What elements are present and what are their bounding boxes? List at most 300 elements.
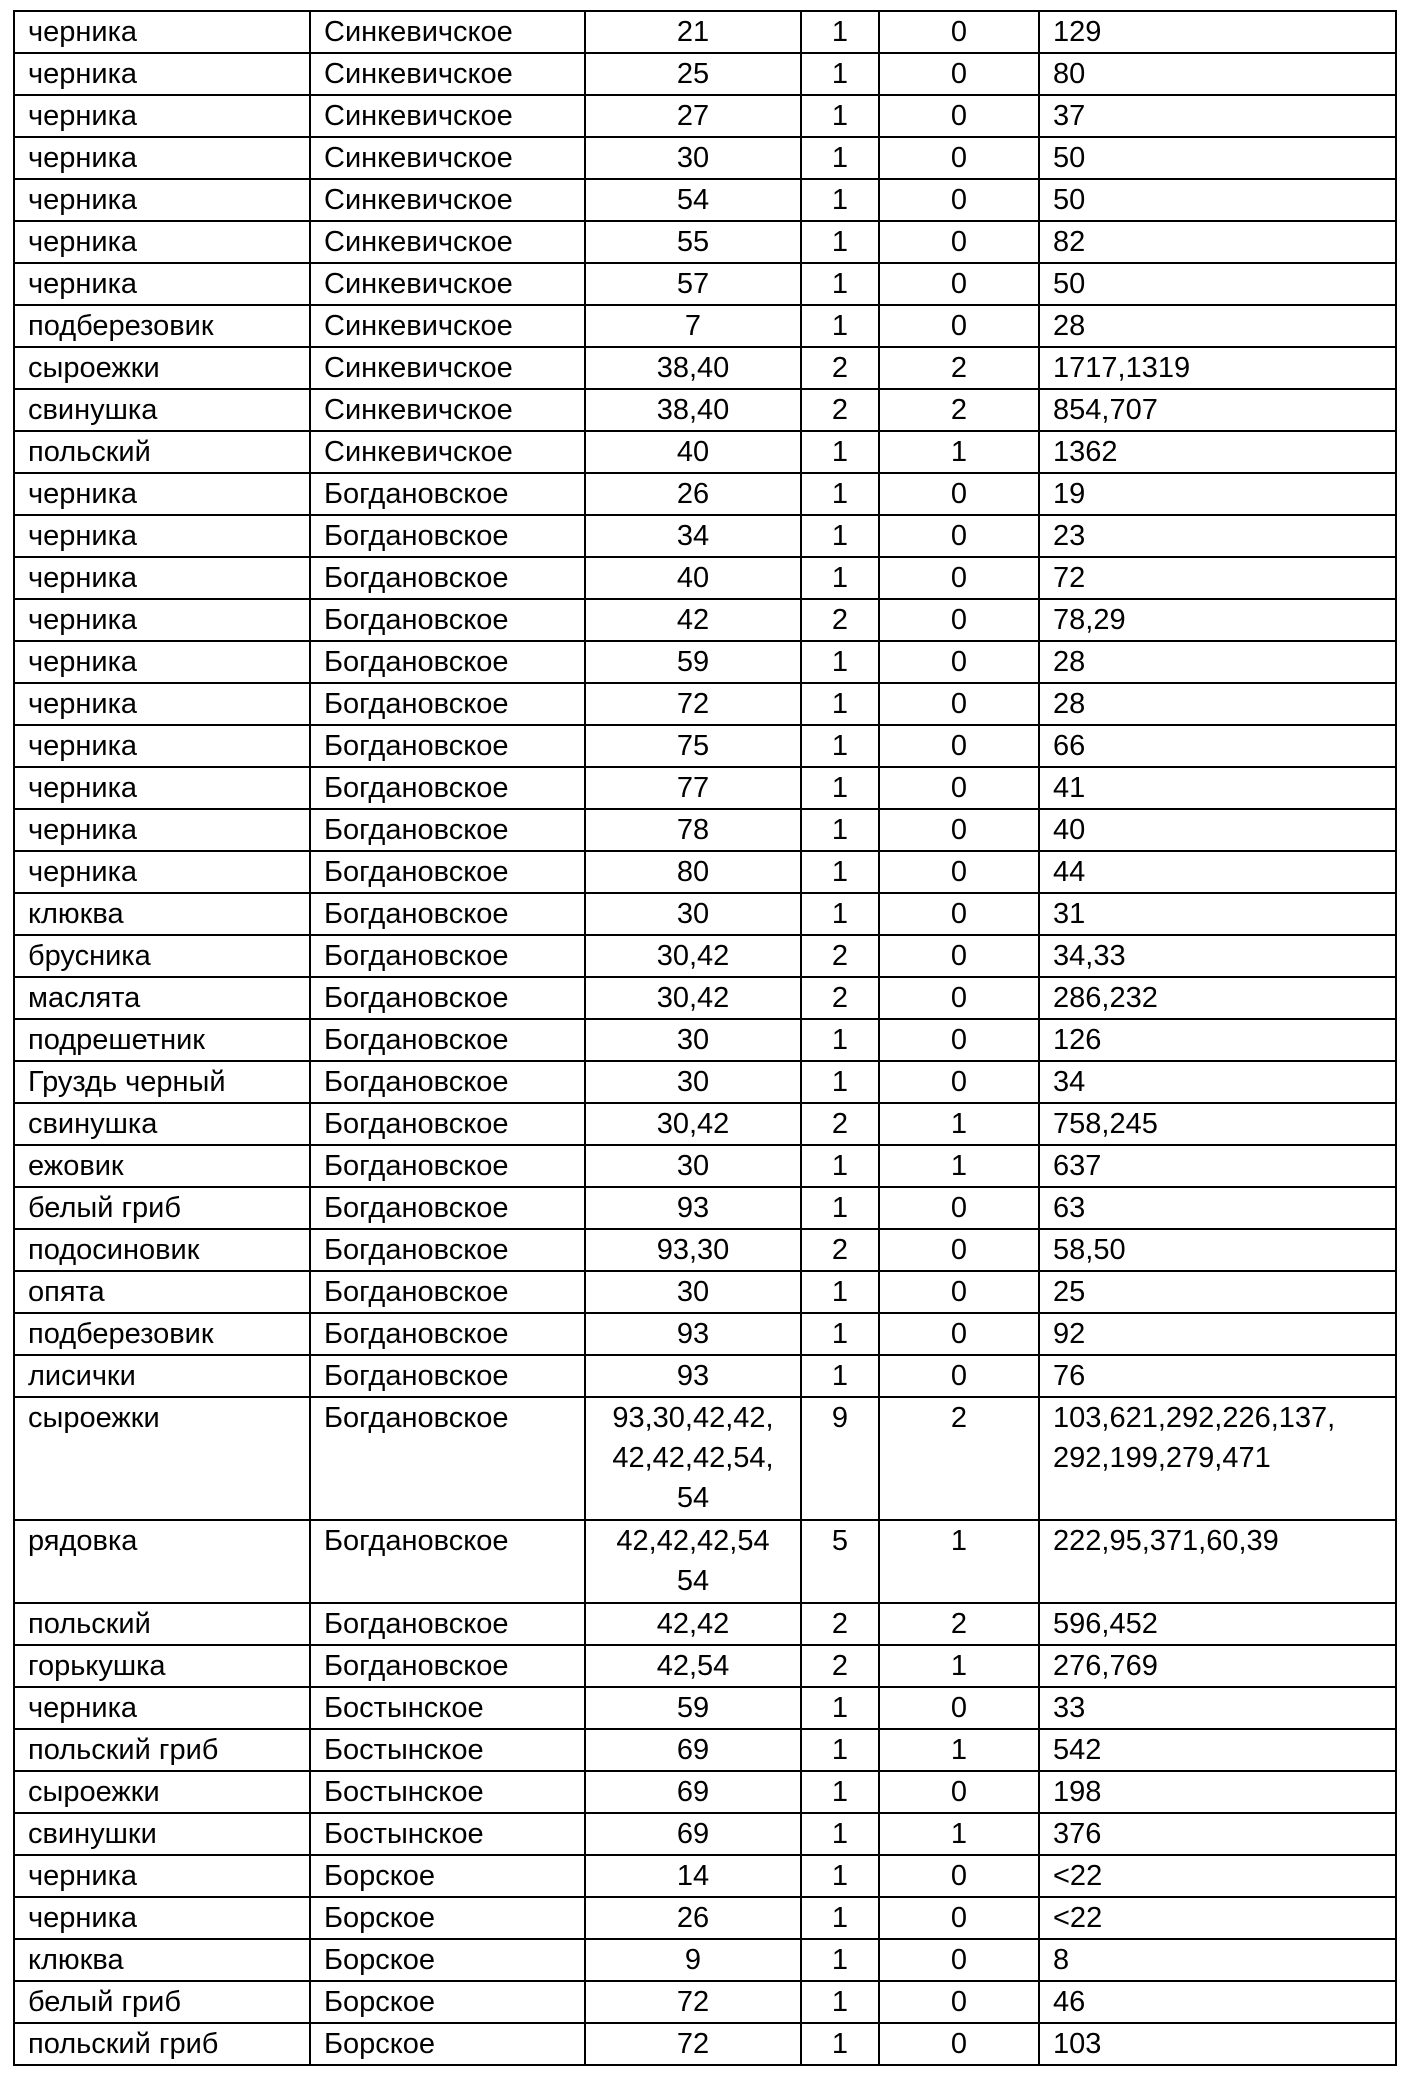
site-cell: 30,42 — [585, 935, 801, 977]
exceed-cell: 0 — [879, 1939, 1039, 1981]
count-cell: 1 — [801, 893, 879, 935]
count-cell: 1 — [801, 53, 879, 95]
species-cell: рядовка — [14, 1520, 310, 1603]
activity-cell: 222,95,371,60,39 — [1039, 1520, 1396, 1603]
exceed-cell: 0 — [879, 53, 1039, 95]
count-cell: 1 — [801, 221, 879, 263]
district-cell: Богдановское — [310, 977, 585, 1019]
table-row — [14, 11, 1396, 53]
site-cell: 30,42 — [585, 1103, 801, 1145]
activity-cell: 50 — [1039, 263, 1396, 305]
activity-cell: 41 — [1039, 767, 1396, 809]
exceed-cell: 0 — [879, 1981, 1039, 2023]
count-cell: 1 — [801, 683, 879, 725]
activity-cell: 34 — [1039, 1061, 1396, 1103]
species-cell: черника — [14, 515, 310, 557]
district-cell: Борское — [310, 1981, 585, 2023]
site-cell: 93,30 — [585, 1229, 801, 1271]
district-cell: Богдановское — [310, 641, 585, 683]
site-cell: 57 — [585, 263, 801, 305]
table-row — [14, 347, 1396, 389]
activity-cell: 31 — [1039, 893, 1396, 935]
district-cell: Синкевичское — [310, 137, 585, 179]
table-row — [14, 1061, 1396, 1103]
table-row — [14, 1103, 1396, 1145]
activity-cell: 376 — [1039, 1813, 1396, 1855]
species-cell: лисички — [14, 1355, 310, 1397]
district-cell: Богдановское — [310, 725, 585, 767]
exceed-cell: 0 — [879, 263, 1039, 305]
activity-cell: 126 — [1039, 1019, 1396, 1061]
site-cell: 30 — [585, 1145, 801, 1187]
site-cell: 69 — [585, 1813, 801, 1855]
count-cell: 2 — [801, 1645, 879, 1687]
site-cell: 69 — [585, 1771, 801, 1813]
count-cell: 1 — [801, 137, 879, 179]
activity-cell: 596,452 — [1039, 1603, 1396, 1645]
activity-cell: 34,33 — [1039, 935, 1396, 977]
exceed-cell: 0 — [879, 1771, 1039, 1813]
activity-cell: 46 — [1039, 1981, 1396, 2023]
district-cell: Богдановское — [310, 1603, 585, 1645]
count-cell: 1 — [801, 263, 879, 305]
site-cell: 78 — [585, 809, 801, 851]
activity-cell: 78,29 — [1039, 599, 1396, 641]
species-cell: Груздь черный — [14, 1061, 310, 1103]
species-cell: опята — [14, 1271, 310, 1313]
activity-cell: 103,621,292,226,137, 292,199,279,471 — [1039, 1397, 1396, 1520]
activity-cell: 28 — [1039, 305, 1396, 347]
table-row — [14, 935, 1396, 977]
district-cell: Борское — [310, 1855, 585, 1897]
species-cell: сыроежки — [14, 1397, 310, 1520]
exceed-cell: 0 — [879, 1271, 1039, 1313]
district-cell: Богдановское — [310, 557, 585, 599]
count-cell: 9 — [801, 1397, 879, 1520]
exceed-cell: 0 — [879, 95, 1039, 137]
district-cell: Богдановское — [310, 1397, 585, 1520]
district-cell: Борское — [310, 1939, 585, 1981]
site-cell: 77 — [585, 767, 801, 809]
count-cell: 2 — [801, 977, 879, 1019]
species-cell: свинушки — [14, 1813, 310, 1855]
species-cell: черника — [14, 1897, 310, 1939]
site-cell: 54 — [585, 179, 801, 221]
site-cell: 38,40 — [585, 389, 801, 431]
species-cell: черника — [14, 53, 310, 95]
table-row — [14, 851, 1396, 893]
activity-cell: <22 — [1039, 1855, 1396, 1897]
activity-cell: 276,769 — [1039, 1645, 1396, 1687]
site-cell: 30 — [585, 893, 801, 935]
species-cell: брусника — [14, 935, 310, 977]
site-cell: 42,42,42,54 54 — [585, 1520, 801, 1603]
table-row — [14, 809, 1396, 851]
exceed-cell: 2 — [879, 1397, 1039, 1520]
exceed-cell: 0 — [879, 473, 1039, 515]
activity-cell: 33 — [1039, 1687, 1396, 1729]
species-cell: свинушка — [14, 389, 310, 431]
species-cell: польский — [14, 431, 310, 473]
table-row — [14, 389, 1396, 431]
table-row — [14, 599, 1396, 641]
count-cell: 1 — [801, 641, 879, 683]
district-cell: Богдановское — [310, 1145, 585, 1187]
table-row — [14, 1187, 1396, 1229]
district-cell: Богдановское — [310, 1645, 585, 1687]
table-row — [14, 893, 1396, 935]
exceed-cell: 1 — [879, 1103, 1039, 1145]
table-row — [14, 2023, 1396, 2065]
exceed-cell: 0 — [879, 1313, 1039, 1355]
count-cell: 1 — [801, 1061, 879, 1103]
district-cell: Синкевичское — [310, 389, 585, 431]
exceed-cell: 0 — [879, 683, 1039, 725]
species-cell: польский гриб — [14, 2023, 310, 2065]
activity-cell: 66 — [1039, 725, 1396, 767]
count-cell: 1 — [801, 515, 879, 557]
site-cell: 93 — [585, 1187, 801, 1229]
species-cell: сыроежки — [14, 347, 310, 389]
district-cell: Синкевичское — [310, 431, 585, 473]
district-cell: Синкевичское — [310, 179, 585, 221]
activity-cell: 637 — [1039, 1145, 1396, 1187]
species-cell: черника — [14, 557, 310, 599]
count-cell: 5 — [801, 1520, 879, 1603]
activity-cell: 1362 — [1039, 431, 1396, 473]
count-cell: 1 — [801, 557, 879, 599]
count-cell: 2 — [801, 1103, 879, 1145]
table-row — [14, 1271, 1396, 1313]
exceed-cell: 0 — [879, 977, 1039, 1019]
site-cell: 59 — [585, 1687, 801, 1729]
activity-cell: 198 — [1039, 1771, 1396, 1813]
table-row — [14, 1520, 1396, 1603]
species-cell: подосиновик — [14, 1229, 310, 1271]
site-cell: 7 — [585, 305, 801, 347]
activity-cell: <22 — [1039, 1897, 1396, 1939]
activity-cell: 19 — [1039, 473, 1396, 515]
table-row — [14, 1313, 1396, 1355]
exceed-cell: 0 — [879, 179, 1039, 221]
site-cell: 42,42 — [585, 1603, 801, 1645]
district-cell: Синкевичское — [310, 305, 585, 347]
activity-cell: 50 — [1039, 137, 1396, 179]
activity-cell: 37 — [1039, 95, 1396, 137]
species-cell: черника — [14, 1855, 310, 1897]
activity-cell: 854,707 — [1039, 389, 1396, 431]
district-cell: Богдановское — [310, 809, 585, 851]
count-cell: 1 — [801, 1313, 879, 1355]
count-cell: 2 — [801, 389, 879, 431]
species-cell: черника — [14, 767, 310, 809]
exceed-cell: 0 — [879, 1061, 1039, 1103]
activity-cell: 129 — [1039, 11, 1396, 53]
district-cell: Богдановское — [310, 599, 585, 641]
district-cell: Богдановское — [310, 767, 585, 809]
site-cell: 14 — [585, 1855, 801, 1897]
activity-cell: 23 — [1039, 515, 1396, 557]
activity-cell: 40 — [1039, 809, 1396, 851]
table-row — [14, 137, 1396, 179]
count-cell: 1 — [801, 767, 879, 809]
site-cell: 38,40 — [585, 347, 801, 389]
site-cell: 34 — [585, 515, 801, 557]
table-body — [14, 11, 1396, 2065]
exceed-cell: 0 — [879, 515, 1039, 557]
species-cell: черника — [14, 851, 310, 893]
count-cell: 1 — [801, 1355, 879, 1397]
district-cell: Богдановское — [310, 1355, 585, 1397]
site-cell: 21 — [585, 11, 801, 53]
count-cell: 1 — [801, 1687, 879, 1729]
species-cell: свинушка — [14, 1103, 310, 1145]
site-cell: 30,42 — [585, 977, 801, 1019]
district-cell: Богдановское — [310, 683, 585, 725]
table-row — [14, 1813, 1396, 1855]
table-row — [14, 473, 1396, 515]
exceed-cell: 0 — [879, 557, 1039, 599]
species-cell: черника — [14, 11, 310, 53]
activity-cell: 80 — [1039, 53, 1396, 95]
data-table — [13, 10, 1397, 2066]
count-cell: 2 — [801, 599, 879, 641]
activity-cell: 50 — [1039, 179, 1396, 221]
district-cell: Бостынское — [310, 1813, 585, 1855]
table-row — [14, 1855, 1396, 1897]
count-cell: 1 — [801, 1855, 879, 1897]
activity-cell: 8 — [1039, 1939, 1396, 1981]
district-cell: Синкевичское — [310, 263, 585, 305]
table-row — [14, 683, 1396, 725]
exceed-cell: 0 — [879, 1855, 1039, 1897]
count-cell: 1 — [801, 305, 879, 347]
table-row — [14, 1645, 1396, 1687]
site-cell: 26 — [585, 1897, 801, 1939]
site-cell: 40 — [585, 431, 801, 473]
site-cell: 69 — [585, 1729, 801, 1771]
table-row — [14, 767, 1396, 809]
district-cell: Богдановское — [310, 1271, 585, 1313]
exceed-cell: 0 — [879, 11, 1039, 53]
table-row — [14, 515, 1396, 557]
table-row — [14, 431, 1396, 473]
species-cell: черника — [14, 221, 310, 263]
species-cell: черника — [14, 473, 310, 515]
species-cell: белый гриб — [14, 1981, 310, 2023]
count-cell: 1 — [801, 95, 879, 137]
species-cell: клюква — [14, 1939, 310, 1981]
species-cell: черника — [14, 137, 310, 179]
table-row — [14, 1897, 1396, 1939]
exceed-cell: 1 — [879, 1729, 1039, 1771]
species-cell: польский гриб — [14, 1729, 310, 1771]
species-cell: черника — [14, 725, 310, 767]
count-cell: 1 — [801, 1019, 879, 1061]
count-cell: 1 — [801, 1729, 879, 1771]
exceed-cell: 0 — [879, 221, 1039, 263]
table-row — [14, 1981, 1396, 2023]
count-cell: 1 — [801, 473, 879, 515]
species-cell: черника — [14, 179, 310, 221]
exceed-cell: 1 — [879, 1520, 1039, 1603]
count-cell: 1 — [801, 1271, 879, 1313]
species-cell: подберезовик — [14, 1313, 310, 1355]
table-row — [14, 641, 1396, 683]
exceed-cell: 0 — [879, 1019, 1039, 1061]
district-cell: Богдановское — [310, 1229, 585, 1271]
activity-cell: 1717,1319 — [1039, 347, 1396, 389]
district-cell: Богдановское — [310, 473, 585, 515]
count-cell: 1 — [801, 1771, 879, 1813]
exceed-cell: 0 — [879, 725, 1039, 767]
exceed-cell: 0 — [879, 1687, 1039, 1729]
site-cell: 25 — [585, 53, 801, 95]
site-cell: 93,30,42,42, 42,42,42,54, 54 — [585, 1397, 801, 1520]
table-row — [14, 1771, 1396, 1813]
site-cell: 27 — [585, 95, 801, 137]
site-cell: 30 — [585, 1271, 801, 1313]
exceed-cell: 0 — [879, 1229, 1039, 1271]
species-cell: польский — [14, 1603, 310, 1645]
activity-cell: 72 — [1039, 557, 1396, 599]
district-cell: Богдановское — [310, 1187, 585, 1229]
table-row — [14, 1355, 1396, 1397]
count-cell: 1 — [801, 725, 879, 767]
table-row — [14, 725, 1396, 767]
activity-cell: 103 — [1039, 2023, 1396, 2065]
activity-cell: 63 — [1039, 1187, 1396, 1229]
table-row — [14, 1145, 1396, 1187]
district-cell: Борское — [310, 1897, 585, 1939]
district-cell: Богдановское — [310, 1019, 585, 1061]
count-cell: 1 — [801, 851, 879, 893]
exceed-cell: 0 — [879, 599, 1039, 641]
site-cell: 42,54 — [585, 1645, 801, 1687]
species-cell: черника — [14, 95, 310, 137]
species-cell: черника — [14, 263, 310, 305]
district-cell: Богдановское — [310, 851, 585, 893]
exceed-cell: 0 — [879, 137, 1039, 179]
table-row — [14, 305, 1396, 347]
district-cell: Бостынское — [310, 1771, 585, 1813]
site-cell: 30 — [585, 137, 801, 179]
count-cell: 1 — [801, 431, 879, 473]
count-cell: 2 — [801, 1603, 879, 1645]
count-cell: 1 — [801, 1981, 879, 2023]
activity-cell: 58,50 — [1039, 1229, 1396, 1271]
district-cell: Богдановское — [310, 515, 585, 557]
site-cell: 93 — [585, 1355, 801, 1397]
count-cell: 1 — [801, 11, 879, 53]
species-cell: черника — [14, 641, 310, 683]
exceed-cell: 0 — [879, 851, 1039, 893]
activity-cell: 286,232 — [1039, 977, 1396, 1019]
exceed-cell: 0 — [879, 1355, 1039, 1397]
table-row — [14, 1229, 1396, 1271]
activity-cell: 28 — [1039, 683, 1396, 725]
table-row — [14, 1019, 1396, 1061]
district-cell: Богдановское — [310, 893, 585, 935]
table-row — [14, 557, 1396, 599]
table-row — [14, 1729, 1396, 1771]
exceed-cell: 0 — [879, 767, 1039, 809]
table-row — [14, 1939, 1396, 1981]
activity-cell: 542 — [1039, 1729, 1396, 1771]
exceed-cell: 1 — [879, 1645, 1039, 1687]
species-cell: маслята — [14, 977, 310, 1019]
site-cell: 55 — [585, 221, 801, 263]
activity-cell: 25 — [1039, 1271, 1396, 1313]
site-cell: 30 — [585, 1019, 801, 1061]
exceed-cell: 2 — [879, 1603, 1039, 1645]
exceed-cell: 0 — [879, 1897, 1039, 1939]
site-cell: 9 — [585, 1939, 801, 1981]
district-cell: Богдановское — [310, 1103, 585, 1145]
district-cell: Синкевичское — [310, 95, 585, 137]
count-cell: 1 — [801, 1939, 879, 1981]
site-cell: 93 — [585, 1313, 801, 1355]
exceed-cell: 0 — [879, 935, 1039, 977]
count-cell: 2 — [801, 935, 879, 977]
count-cell: 1 — [801, 1813, 879, 1855]
table-row — [14, 1397, 1396, 1520]
exceed-cell: 0 — [879, 305, 1039, 347]
species-cell: подберезовик — [14, 305, 310, 347]
exceed-cell: 2 — [879, 389, 1039, 431]
exceed-cell: 0 — [879, 809, 1039, 851]
district-cell: Богдановское — [310, 1313, 585, 1355]
species-cell: подрешетник — [14, 1019, 310, 1061]
exceed-cell: 0 — [879, 2023, 1039, 2065]
count-cell: 1 — [801, 1145, 879, 1187]
count-cell: 2 — [801, 347, 879, 389]
table-row — [14, 221, 1396, 263]
district-cell: Борское — [310, 2023, 585, 2065]
exceed-cell: 1 — [879, 431, 1039, 473]
species-cell: черника — [14, 599, 310, 641]
species-cell: сыроежки — [14, 1771, 310, 1813]
site-cell: 72 — [585, 683, 801, 725]
species-cell: клюква — [14, 893, 310, 935]
activity-cell: 82 — [1039, 221, 1396, 263]
table-row — [14, 53, 1396, 95]
site-cell: 80 — [585, 851, 801, 893]
exceed-cell: 0 — [879, 893, 1039, 935]
activity-cell: 758,245 — [1039, 1103, 1396, 1145]
activity-cell: 92 — [1039, 1313, 1396, 1355]
district-cell: Бостынское — [310, 1687, 585, 1729]
exceed-cell: 2 — [879, 347, 1039, 389]
table-row — [14, 1687, 1396, 1729]
count-cell: 1 — [801, 2023, 879, 2065]
table-row — [14, 1603, 1396, 1645]
site-cell: 42 — [585, 599, 801, 641]
district-cell: Синкевичское — [310, 221, 585, 263]
species-cell: белый гриб — [14, 1187, 310, 1229]
table-row — [14, 95, 1396, 137]
district-cell: Бостынское — [310, 1729, 585, 1771]
site-cell: 72 — [585, 1981, 801, 2023]
count-cell: 1 — [801, 1187, 879, 1229]
district-cell: Синкевичское — [310, 11, 585, 53]
district-cell: Синкевичское — [310, 53, 585, 95]
site-cell: 59 — [585, 641, 801, 683]
table-row — [14, 263, 1396, 305]
site-cell: 26 — [585, 473, 801, 515]
species-cell: черника — [14, 1687, 310, 1729]
count-cell: 1 — [801, 1897, 879, 1939]
